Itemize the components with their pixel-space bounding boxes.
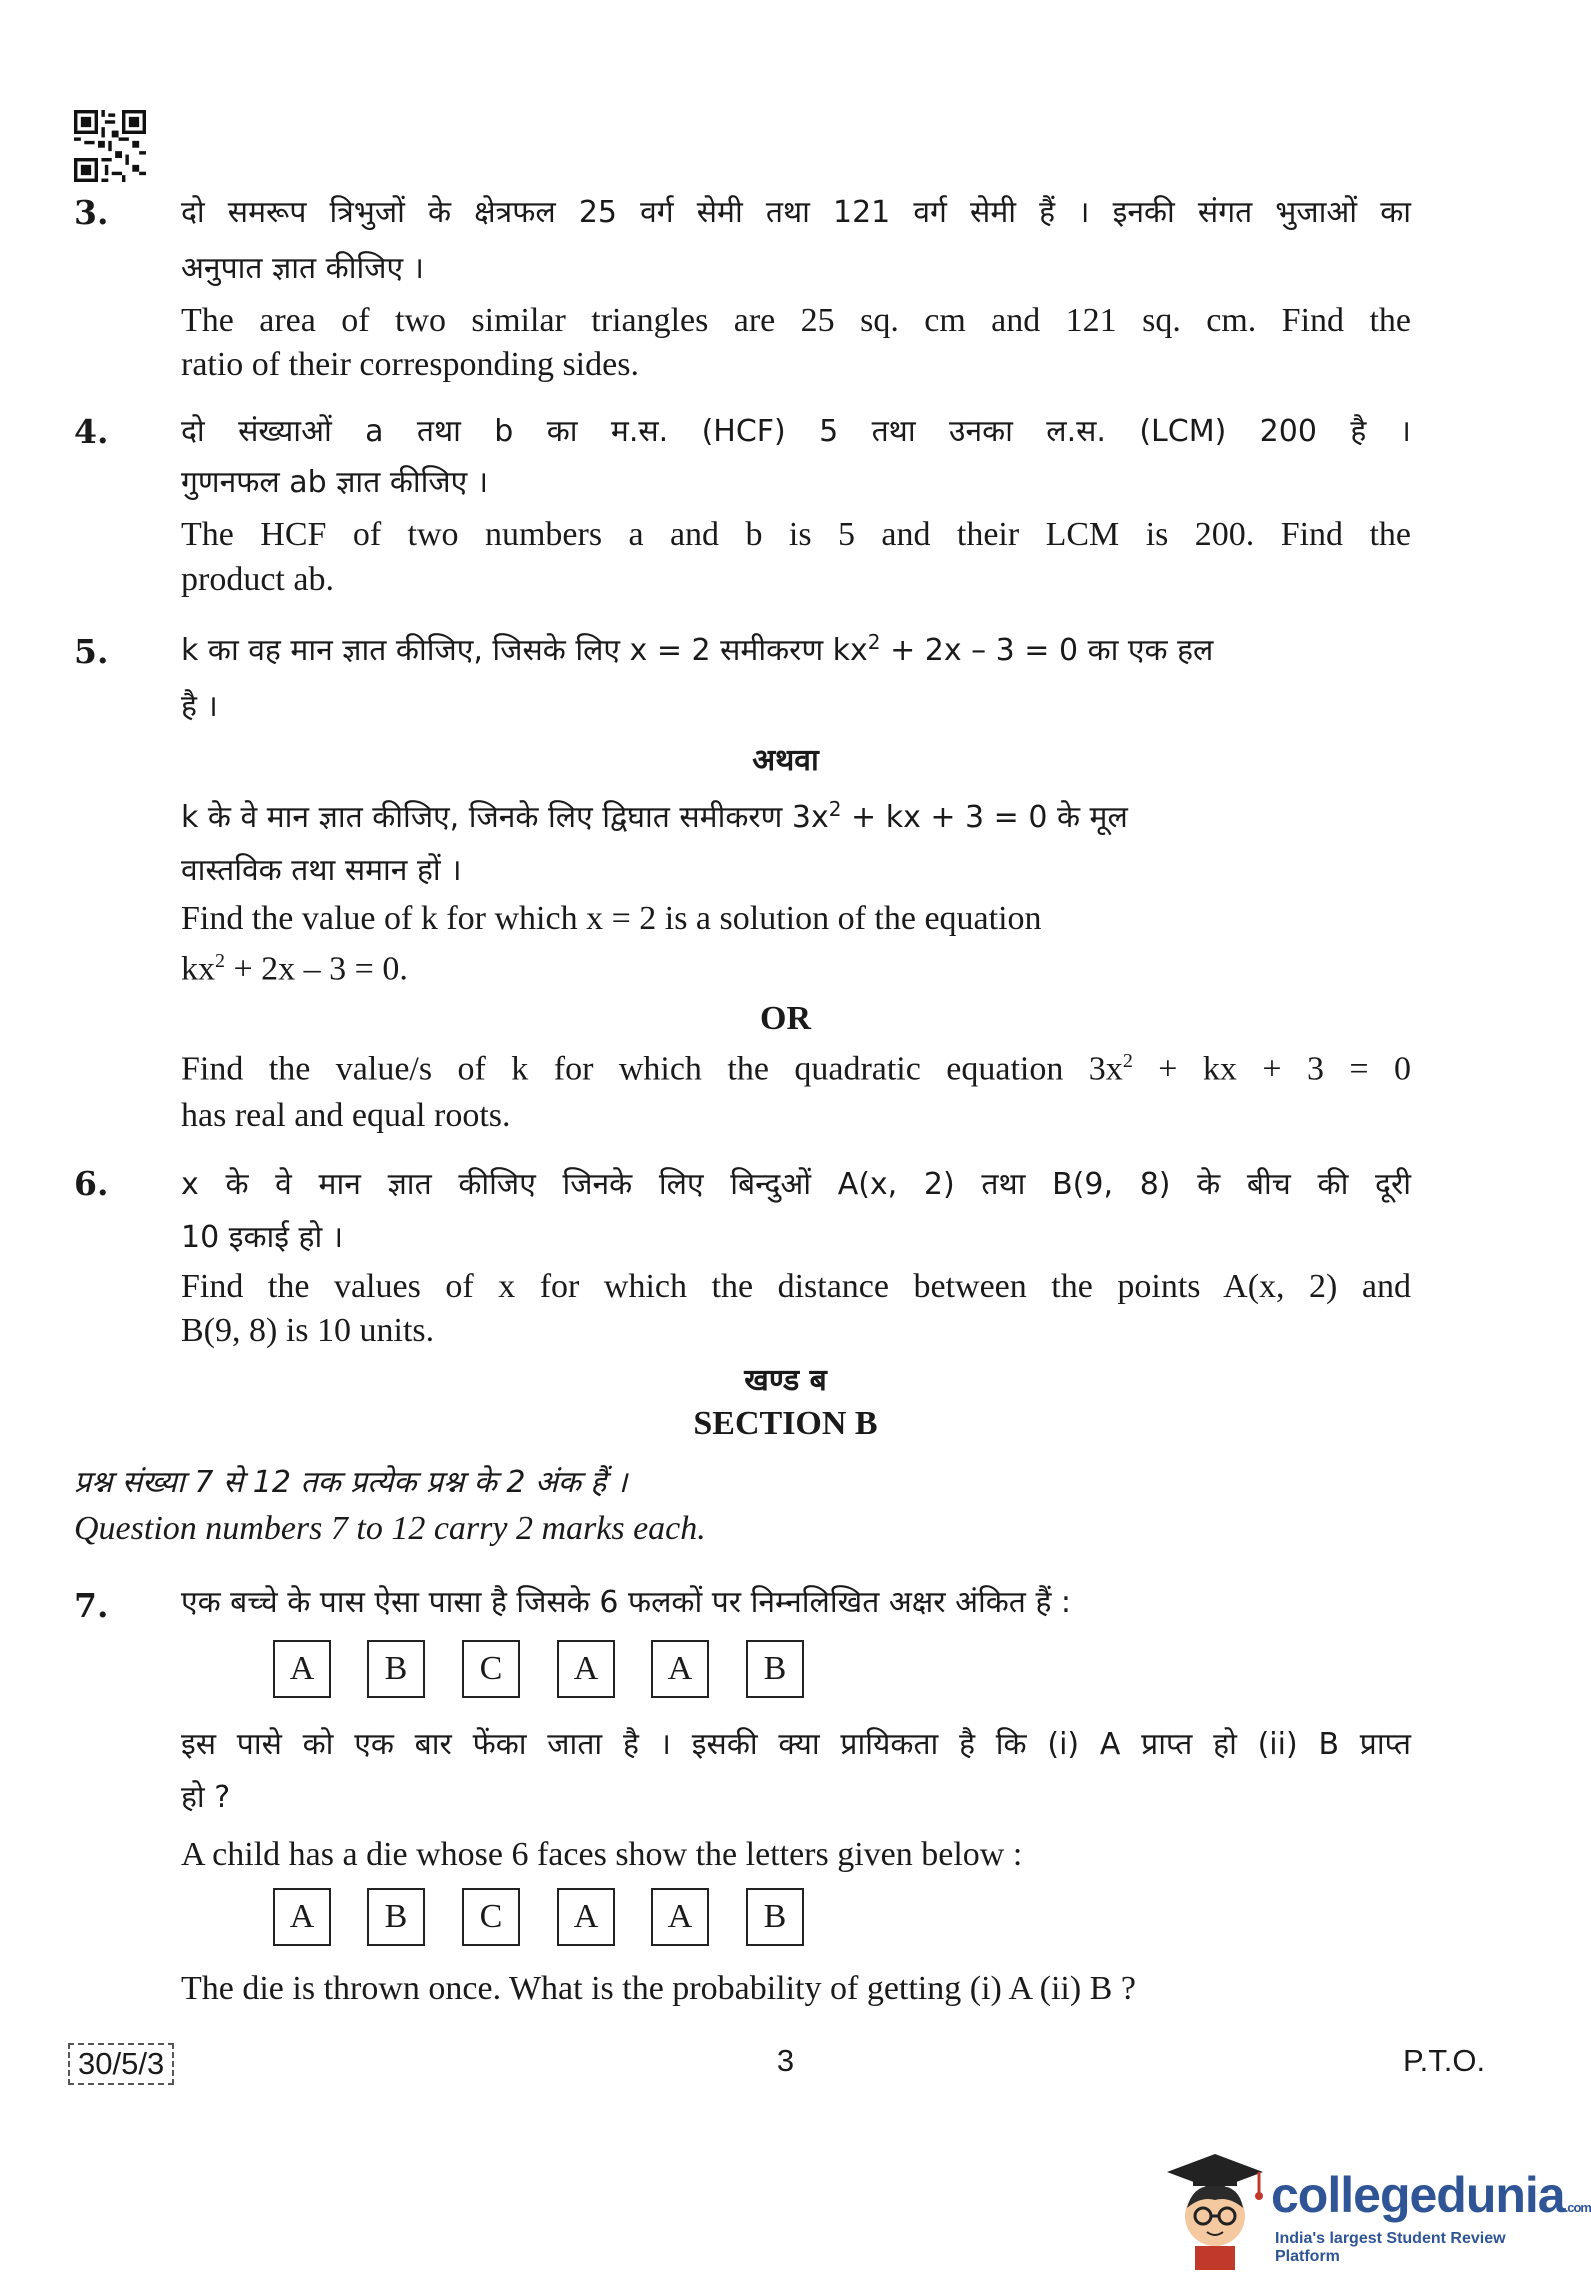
question-3-hindi-line-1: दो समरूप त्रिभुजों के क्षेत्रफल 25 वर्ग सेमी तथा 121 वर्ग सेमी हैं । इनकी संगत भुजाओं का [181, 195, 1411, 230]
question-6-hindi-line-2: 10 इकाई हो । [181, 1220, 344, 1255]
student-mascot-icon [1163, 2150, 1267, 2270]
question-4-number: 4. [74, 412, 109, 451]
question-5-number: 5. [74, 632, 109, 671]
question-6-english-line-2: B(9, 8) is 10 units. [181, 1312, 435, 1349]
question-3-hindi-line-2: अनुपात ज्ञात कीजिए । [181, 251, 424, 286]
question-5-hindi-line-3: k के वे मान ज्ञात कीजिए, जिनके लिए द्विघात समीकरण $3x^2$ + kx + 3 = 0 के मूल [181, 797, 1128, 835]
question-5-english-line-1: Find the value of k for which x = 2 is a solution of the equation [181, 900, 1042, 937]
section-b-note-hindi: प्रश्न संख्या 7 से 12 तक प्रत्येक प्रश्न के 2 अंक हैं । [74, 1465, 628, 1500]
question-4-hindi-line-1: दो संख्याओं a तथा b का म.स. (HCF) 5 तथा उनका ल.स. (LCM) 200 है । [181, 414, 1411, 449]
brand-name: collegedunia.com [1271, 2167, 1591, 2223]
die-face: C [462, 1640, 520, 1698]
question-5-english-line-3: Find the value/s of k for which the quadratic equation $3x^2$ + kx + 3 = 0 [181, 1050, 1412, 1088]
question-5-english-line-2: $kx^2 + 2x - 3 = 0$. [181, 950, 408, 988]
die-face: A [651, 1640, 709, 1698]
question-5-english-line-4: has real and equal roots. [181, 1097, 511, 1134]
die-face: B [746, 1640, 804, 1698]
die-face: A [557, 1888, 615, 1946]
die-face: C [462, 1888, 520, 1946]
pto-label: P.T.O. [1403, 2043, 1486, 2078]
question-7-hindi-line-2: इस पासे को एक बार फेंका जाता है । इसकी क्या प्रायिकता है कि (i) A प्राप्त हो (ii) B प्राप्त [181, 1727, 1411, 1762]
qr-code [74, 110, 146, 182]
question-4-english-line-2: product ab. [181, 561, 334, 598]
die-face: A [557, 1640, 615, 1698]
section-b-note-english: Question numbers 7 to 12 carry 2 marks each. [74, 1510, 706, 1547]
question-7-number: 7. [74, 1586, 109, 1625]
question-6-english-line-1: Find the values of x for which the distance between the points A(x, 2) and [181, 1268, 1411, 1305]
question-7-hindi-line-1: एक बच्चे के पास ऐसा पासा है जिसके 6 फलकों पर निम्नलिखित अक्षर अंकित हैं : [181, 1585, 1072, 1620]
die-face: B [367, 1888, 425, 1946]
question-7-hindi-line-3: हो ? [181, 1780, 231, 1815]
section-b-title-english: SECTION B [693, 1405, 878, 1442]
brand-tagline: India's largest Student Review Platform [1275, 2230, 1506, 2265]
question-4-english-line-1: The HCF of two numbers a and b is 5 and their LCM is 200. Find the [181, 516, 1411, 553]
question-4-hindi-line-2: गुणनफल ab ज्ञात कीजिए । [181, 465, 489, 500]
die-face: A [273, 1888, 331, 1946]
question-5-hindi-line-2: है । [181, 689, 218, 724]
question-7-english-line-1: A child has a die whose 6 faces show the letters given below : [181, 1836, 1023, 1873]
question-3-number: 3. [74, 193, 109, 232]
collegedunia-logo [1163, 2150, 1591, 2270]
paper-code: 30/5/3 [68, 2043, 174, 2085]
section-b-title-hindi: खण्ड ब [744, 1363, 827, 1398]
question-3-english-line-1: The area of two similar triangles are 25 sq. cm and 121 sq. cm. Find the [181, 302, 1411, 339]
question-3-english-line-2: ratio of their corresponding sides. [181, 346, 639, 383]
question-6-hindi-line-1: x के वे मान ज्ञात कीजिए जिनके लिए बिन्दुओं A(x, 2) तथा B(9, 8) के बीच की दूरी [181, 1167, 1411, 1202]
question-5-hindi-line-1: k का वह मान ज्ञात कीजिए, जिसके लिए x = 2 समीकरण $kx^2 + 2x - 3 = 0$ का एक हल [181, 630, 1214, 668]
die-face: B [367, 1640, 425, 1698]
die-face: A [273, 1640, 331, 1698]
question-5-hindi-line-4: वास्तविक तथा समान हों । [181, 853, 462, 888]
question-7-english-line-2: The die is thrown once. What is the probability of getting (i) A (ii) B ? [181, 1970, 1136, 2007]
or-english-label: OR [760, 1000, 811, 1037]
die-face: A [651, 1888, 709, 1946]
question-6-number: 6. [74, 1164, 109, 1203]
or-hindi-label: अथवा [752, 743, 819, 778]
die-face: B [746, 1888, 804, 1946]
page-number: 3 [776, 2043, 795, 2078]
